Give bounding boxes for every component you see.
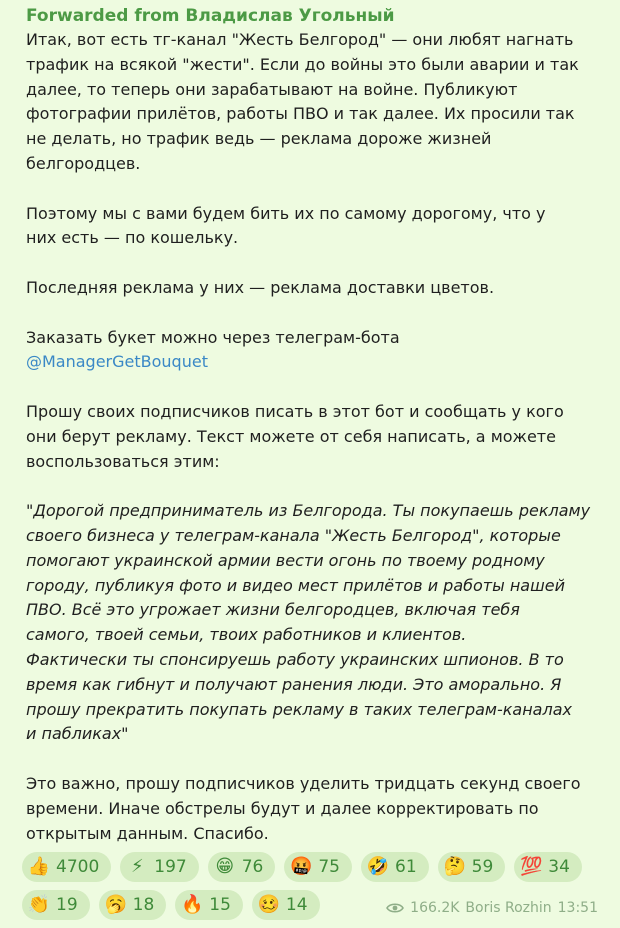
post-author: Boris Rozhin: [465, 900, 552, 916]
reaction-thinking-face[interactable]: [438, 852, 506, 882]
reactions-bar: [22, 852, 602, 928]
thinking-face-icon: 🤔: [443, 856, 466, 877]
reaction-count: 75: [318, 857, 340, 877]
reactions-row-1: [22, 852, 602, 884]
reaction-count: 59: [471, 857, 494, 877]
reaction-lightning[interactable]: [120, 852, 198, 882]
fire-icon: 🔥: [181, 894, 204, 915]
message-paragraph-2: Поэтому мы с вами будем бить их по самому дорогому, что у них есть — по кошельку.: [26, 203, 546, 248]
cursing-face-icon: 🤬: [290, 856, 313, 877]
reaction-thumbs-up[interactable]: [22, 852, 111, 882]
message-text: [26, 28, 604, 846]
eye-icon: [386, 902, 404, 914]
reaction-count: 197: [154, 857, 187, 877]
reaction-count: 76: [241, 857, 264, 877]
views-count: 166.2K: [410, 900, 460, 916]
closing-paragraph: Это важно, прошу подписчиков уделить тридцать секунд своего времени. Иначе обстрелы будут и далее корректировать по открытым данным. Спасибо.: [26, 773, 581, 843]
grin-icon: 😁: [215, 856, 235, 877]
thumbs-up-icon: 👍: [27, 856, 51, 877]
forwarded-from-header[interactable]: Forwarded from Владислав Угольный: [26, 6, 395, 26]
message-meta: [386, 900, 598, 916]
message-paragraph-3: Последняя реклама у них — реклама доставки цветов.: [26, 277, 495, 297]
reaction-count: 4700: [56, 857, 100, 877]
bot-link[interactable]: @ManagerGetBouquet: [26, 352, 208, 372]
reaction-grin[interactable]: [208, 852, 276, 882]
request-paragraph: Прошу своих подписчиков писать в этот бот и сообщать у кого они берут рекламу. Текст можете от себя написать, а можете воспользоваться этим:: [26, 401, 564, 471]
yawn-icon: 🥱: [104, 894, 127, 915]
reaction-yawn[interactable]: [99, 890, 167, 920]
reaction-fire[interactable]: [175, 890, 243, 920]
reaction-cursing-face[interactable]: [284, 852, 352, 882]
reaction-clap[interactable]: [22, 890, 90, 920]
clap-icon: 👏: [27, 894, 51, 915]
reaction-hundred[interactable]: [514, 852, 582, 882]
reaction-rofl[interactable]: [361, 852, 429, 882]
reaction-woozy-face[interactable]: [252, 890, 320, 920]
bot-paragraph: [26, 326, 604, 376]
woozy-face-icon: 🥴: [257, 894, 281, 915]
rofl-icon: 🤣: [366, 856, 390, 877]
quote-paragraph: "Дорогой предприниматель из Белгорода. Ты покупаешь рекламу своего бизнеса у телеграм-канала "Жесть Белгород", которые помогают украинской армии вести огонь по твоему родному городу, публикуя фото и видео мест прилётов и работы нашей ПВО. Всё это угрожает жизни белгородцев, включая тебя самого, твоей семьи, твоих работников и клиентов. Фактически ты спонсируешь работу украинских шпионов. В то время как гибнут и получают ранения люди. Это аморально. Я прошу прекратить покупать рекламу в таких телеграм-каналах и пабликах": [26, 501, 591, 744]
lightning-icon: ⚡: [130, 856, 144, 877]
post-time: 13:51: [557, 900, 598, 916]
reaction-count: 18: [132, 895, 155, 915]
message-paragraph-1: Итак, вот есть тг-канал "Жесть Белгород" — они любят нагнать трафик на всякой "жести". Если до войны это были аварии и так далее, то теперь они зарабатывают на войне. Публикуют фотографии прилётов, работы ПВО и так далее. Их просили так не делать, но трафик ведь — реклама дороже жизней белгородцев.: [26, 30, 579, 173]
bot-intro-text: Заказать букет можно через телеграм-бота: [26, 327, 400, 347]
reaction-count: 14: [285, 895, 308, 915]
reaction-count: 15: [209, 895, 231, 915]
hundred-icon: 💯: [520, 856, 543, 877]
reaction-count: 34: [548, 857, 570, 877]
reaction-count: 19: [56, 895, 78, 915]
reaction-count: 61: [395, 857, 417, 877]
